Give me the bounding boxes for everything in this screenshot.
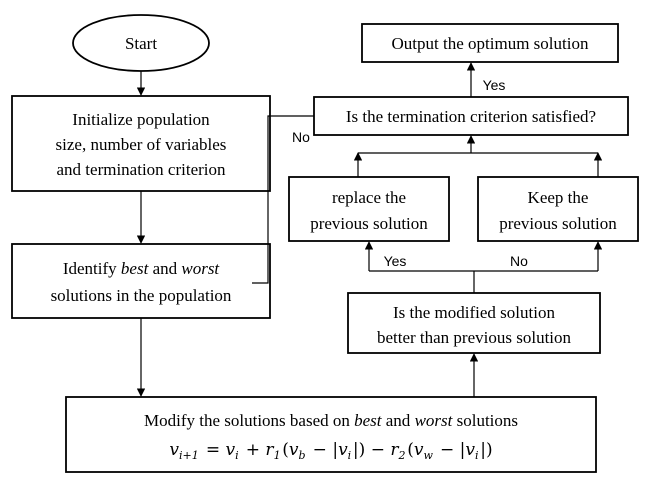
termination-text: Is the termination criterion satisfied? <box>345 107 597 126</box>
better-line-2: better than previous solution <box>376 328 572 347</box>
label-yes-output: Yes <box>482 77 506 93</box>
initialize-line-3: and termination criterion <box>56 160 226 179</box>
replace-line-2: previous solution <box>310 214 428 233</box>
label-no-loop: No <box>292 129 310 145</box>
replace-line-1: replace the <box>331 188 407 207</box>
label-no-keep: No <box>510 253 528 269</box>
keep-node <box>478 177 638 241</box>
output-text: Output the optimum solution <box>391 34 589 53</box>
termination-decision-node <box>314 97 628 135</box>
initialize-line-2: size, number of variables <box>55 135 227 154</box>
keep-line-2: previous solution <box>499 214 617 233</box>
identify-line-1: Identify best and worst <box>62 259 220 278</box>
initialize-line-1: Initialize population <box>72 110 210 129</box>
output-node <box>362 24 618 62</box>
better-line-1: Is the modified solution <box>393 303 555 322</box>
better-decision-node <box>348 293 600 353</box>
modify-node <box>66 397 596 472</box>
start-node <box>73 15 209 71</box>
replace-node <box>289 177 449 241</box>
label-yes-replace: Yes <box>383 253 407 269</box>
identify-node <box>12 244 270 318</box>
modify-line-1: Modify the solutions based on best and worst solutions <box>143 411 519 430</box>
update-equation: $v_{i+1}$ = $v_i$ + $r_1$ ($v_b$ − $|v_i$ |) − $r_2$ ($v_w$ − $|v_i$ |) <box>169 440 493 462</box>
identify-line-2: solutions in the population <box>50 286 232 305</box>
initialize-node <box>12 96 270 191</box>
keep-line-1: Keep the <box>527 188 589 207</box>
start-text: Start <box>124 34 158 53</box>
